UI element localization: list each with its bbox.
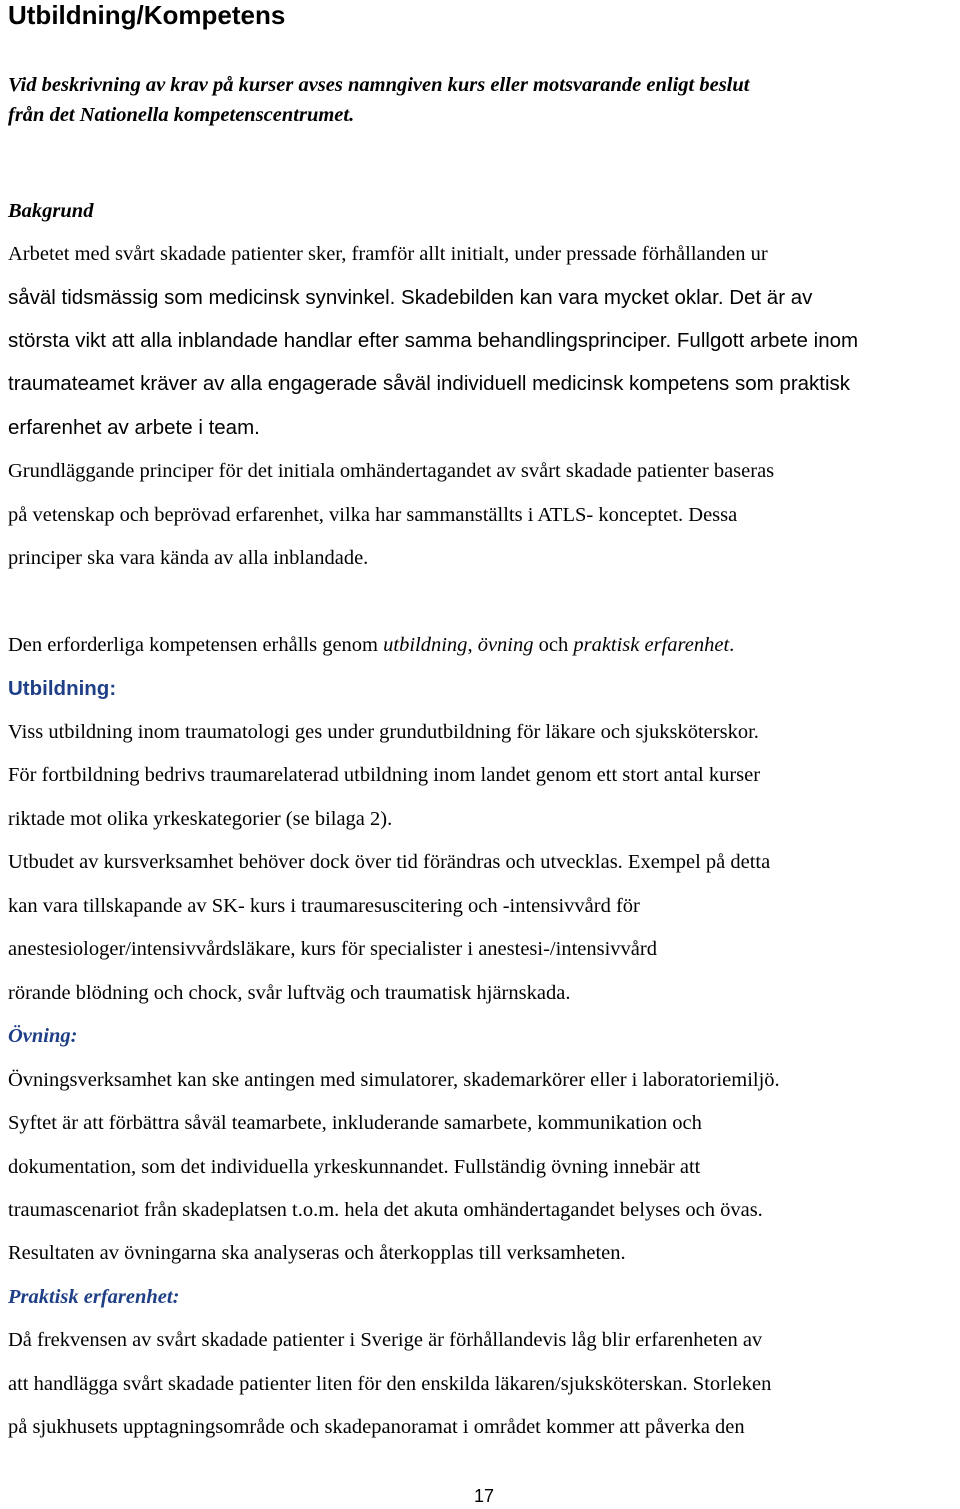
body-line: För fortbildning bedrivs traumarelaterad utbildning inom landet genom ett stort antal kurser: [8, 764, 761, 786]
competence-sentence: [8, 632, 734, 658]
body-line: Syftet är att förbättra såväl teamarbete, inkluderande samarbete, kommunikation och: [8, 1112, 702, 1134]
body-line: på sjukhusets upptagningsområde och skadepanoramat i området kommer att påverka den: [8, 1416, 745, 1438]
sentence-end: .: [729, 634, 735, 656]
competence-prefix: Den erforderliga kompetensen erhålls genom: [8, 634, 384, 656]
body-line: principer ska vara kända av alla inblandade.: [8, 547, 369, 569]
separator: och: [533, 634, 574, 656]
section-heading-bakgrund: Bakgrund: [8, 200, 94, 222]
body-line: Resultaten av övningarna ska analyseras och återkopplas till verksamheten.: [8, 1242, 626, 1264]
body-line: Viss utbildning inom traumatologi ges under grundutbildning för läkare och sjuksköterskor.: [8, 721, 759, 743]
body-line: största vikt att alla inblandade handlar efter samma behandlingsprinciper. Fullgott arbete inom: [8, 329, 859, 352]
body-line: Utbudet av kursverksamhet behöver dock över tid förändras och utvecklas. Exempel på detta: [8, 851, 771, 873]
page-number: 17: [473, 1486, 495, 1506]
body-line: dokumentation, som det individuella yrkeskunnandet. Fullständig övning innebär att: [8, 1156, 701, 1178]
section-heading-utbildning: Utbildning:: [8, 677, 117, 700]
body-line: Övningsverksamhet kan ske antingen med simulatorer, skademarkörer eller i laboratoriemiljö.: [8, 1069, 780, 1091]
body-line: traumateamet kräver av alla engagerade såväl individuell medicinsk kompetens som praktisk: [8, 372, 851, 395]
body-line: Arbetet med svårt skadade patienter sker, framför allt initialt, under pressade förhållanden ur: [8, 243, 768, 265]
intro-line: Vid beskrivning av krav på kurser avses namngiven kurs eller motsvarande enligt beslut: [8, 74, 750, 96]
intro-line: från det Nationella kompetenscentrumet.: [8, 104, 355, 126]
term-utbildning: utbildning: [383, 634, 468, 656]
body-line: såväl tidsmässig som medicinsk synvinkel. Skadebilden kan vara mycket oklar. Det är av: [8, 286, 813, 309]
term-praktisk-erfarenhet: praktisk erfarenhet: [573, 634, 730, 656]
separator: ,: [467, 634, 478, 656]
body-line: erfarenhet av arbete i team.: [8, 416, 260, 439]
body-line: Då frekvensen av svårt skadade patienter i Sverige är förhållandevis låg blir erfarenheten av: [8, 1329, 763, 1351]
body-line: rörande blödning och chock, svår luftväg och traumatisk hjärnskada.: [8, 982, 571, 1004]
page-title: Utbildning/Kompetens: [8, 0, 286, 30]
body-line: anestesiologer/intensivvårdsläkare, kurs för specialister i anestesi-/intensivvård: [8, 938, 657, 960]
body-line: Grundläggande principer för det initiala omhändertagandet av svårt skadade patienter baseras: [8, 460, 775, 482]
body-line: kan vara tillskapande av SK- kurs i traumaresuscitering och -intensivvård för: [8, 895, 640, 917]
section-heading-ovning: Övning:: [8, 1025, 78, 1047]
term-ovning: övning: [477, 634, 534, 656]
body-line: traumascenariot från skadeplatsen t.o.m. hela det akuta omhändertagandet belyses och övas.: [8, 1199, 763, 1221]
body-line: riktade mot olika yrkeskategorier (se bilaga 2).: [8, 808, 393, 830]
body-line: på vetenskap och beprövad erfarenhet, vilka har sammanställts i ATLS- konceptet. Dessa: [8, 504, 738, 526]
body-line: att handlägga svårt skadade patienter liten för den enskilda läkaren/sjuksköterskan. Storleken: [8, 1373, 772, 1395]
section-heading-praktisk-erfarenhet: Praktisk erfarenhet:: [8, 1286, 180, 1308]
